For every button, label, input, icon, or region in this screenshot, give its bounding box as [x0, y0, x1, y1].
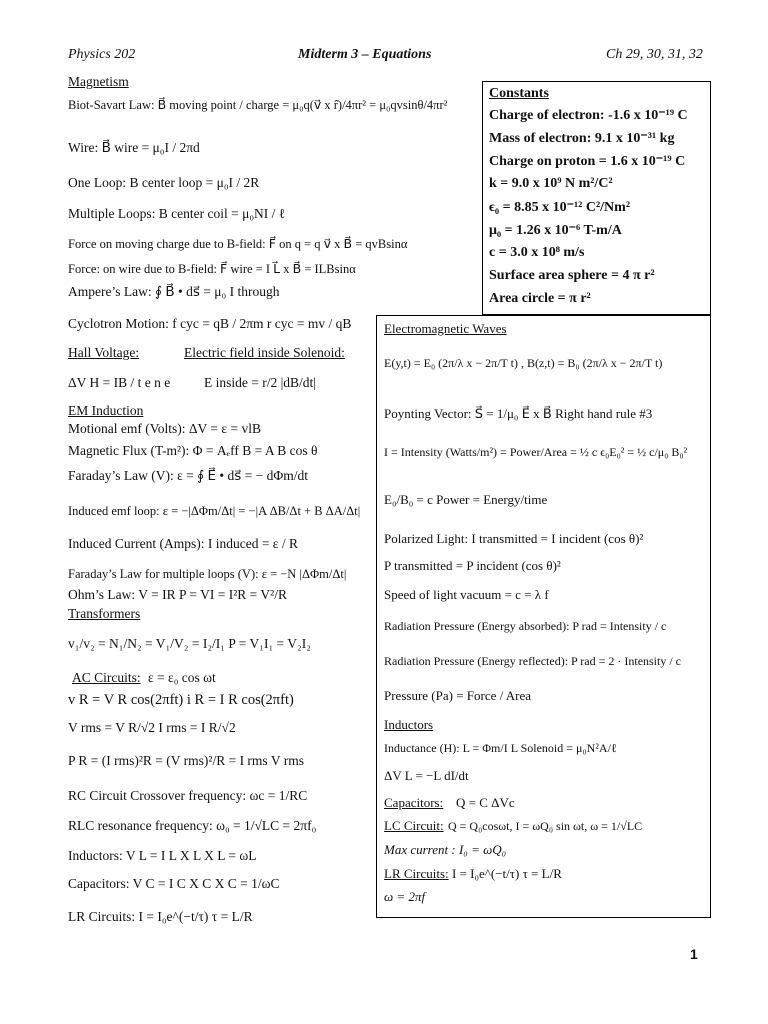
- constant-mu-zero: μ₀ = 1.26 x 10⁻⁶ T-m/A: [489, 223, 622, 238]
- motional-emf: Motional emf (Volts): ΔV = ε = vlB: [68, 421, 261, 436]
- poynting-vector: Poynting Vector: S⃗ = 1/μ₀ E⃗ x B⃗ Right hand rule #3: [384, 406, 653, 421]
- rms-values: V rms = V R/√2 I rms = I R/√2: [68, 720, 236, 735]
- solenoid-field-heading: Electric field inside Solenoid:: [184, 345, 345, 360]
- ac-circuits-heading: AC Circuits:: [72, 670, 141, 685]
- max-current: Max current : I₀ = ωQ₀: [384, 842, 507, 857]
- amperes-law: Ampere’s Law: ∮ B⃗ • ds⃗ = μ₀ I through: [68, 284, 280, 299]
- page-number: 1: [690, 946, 698, 962]
- capacitors-reactance: Capacitors: V C = I C X C X C = 1/ωC: [68, 876, 280, 891]
- pressure-equation: Pressure (Pa) = Force / Area: [384, 688, 532, 703]
- lr-circuits-heading: LR Circuits:: [384, 866, 449, 881]
- faradays-law: Faraday’s Law (V): ε = ∮ E⃗ • ds⃗ = − dΦm/dt: [68, 468, 309, 483]
- capacitors-heading: Capacitors:: [384, 795, 444, 810]
- hall-voltage-equation: ΔV H = IB / t e n e: [68, 375, 171, 390]
- induced-current: Induced Current (Amps): I induced = ε / R: [68, 536, 298, 551]
- resistor-power: P R = (I rms)²R = (V rms)²/R = I rms V rms: [68, 753, 304, 768]
- cyclotron-motion: Cyclotron Motion: f cyc = qB / 2πm r cyc = mv / qB: [68, 316, 352, 331]
- inductance-equation: Inductance (H): L = Φm/I L Solenoid = μ₀N²A/ℓ: [384, 741, 617, 755]
- transformer-equation: v₁/v₂ = N₁/N₂ = V₁/V₂ = I₂/I₁ P = V₁I₁ = V₂I₂: [68, 636, 311, 651]
- omega-frequency: ω = 2πf: [384, 889, 426, 904]
- field-ratio-power: E₀/B₀ = c Power = Energy/time: [384, 492, 548, 507]
- radiation-pressure-reflected: Radiation Pressure (Energy reflected): P rad = 2 · Intensity / c: [384, 654, 682, 668]
- force-on-charge: Force on moving charge due to B-field: F⃗ on q = q v⃗ x B⃗ = qvBsinα: [68, 237, 408, 251]
- induced-emf-loop: Induced emf loop: ε = −|ΔΦm/Δt| = −|A ΔB/Δt + B ΔA/Δt|: [68, 504, 361, 518]
- power-transmitted: P transmitted = P incident (cos θ)²: [384, 558, 561, 573]
- ohms-law: Ohm’s Law: V = IR P = VI = I²R = V²/R: [68, 587, 287, 602]
- hall-voltage-heading: Hall Voltage:: [68, 345, 140, 360]
- wire-field: Wire: B⃗ wire = μ₀I / 2πd: [68, 140, 200, 155]
- inductors-heading: Inductors: [384, 717, 434, 732]
- header-course: Physics 202: [68, 47, 136, 62]
- ac-resistor: v R = V R cos(2πft) i R = I R cos(2πft): [68, 692, 294, 708]
- polarized-light: Polarized Light: I transmitted = I incident (cos θ)²: [384, 531, 644, 546]
- force-on-wire: Force: on wire due to B-field: F⃗ wire = I L⃗ x B⃗ = ILBsinα: [68, 262, 356, 276]
- rc-crossover: RC Circuit Crossover frequency: ωc = 1/RC: [68, 788, 308, 803]
- speed-of-light: Speed of light vacuum = c = λ f: [384, 587, 549, 602]
- transformers-heading: Transformers: [68, 606, 141, 621]
- constant-epsilon-zero: ϵ₀ = 8.85 x 10⁻¹² C²/Nm²: [489, 200, 631, 215]
- solenoid-field-equation: E inside = r/2 |dB/dt|: [204, 375, 317, 390]
- rlc-resonance: RLC resonance frequency: ω₀ = 1/√LC = 2πf₀: [68, 818, 317, 833]
- one-loop-field: One Loop: B center loop = μ₀I / 2R: [68, 175, 260, 190]
- em-waves-heading: Electromagnetic Waves: [384, 321, 507, 336]
- capacitors-equation: Q = C ΔVc: [456, 795, 515, 810]
- faradays-law-multiple-loops: Faraday’s Law for multiple loops (V): ε = −N |ΔΦm/Δt|: [68, 567, 347, 581]
- constant-circle-area: Area circle = π r²: [489, 291, 591, 306]
- lr-circuits: LR Circuits: I = I₀e^(−t/τ) τ = L/R: [68, 909, 253, 924]
- constant-speed-of-light: c = 3.0 x 10⁸ m/s: [489, 245, 585, 260]
- lc-circuit-equation: Q = Q₀cosωt, I = ωQ₀ sin ωt, ω = 1/√LC: [448, 819, 643, 833]
- lr-circuits-equation: I = I₀e^(−t/τ) τ = L/R: [452, 866, 562, 881]
- constant-proton-charge: Charge on proton = 1.6 x 10⁻¹⁹ C: [489, 154, 686, 169]
- magnetic-flux: Magnetic Flux (T-m²): Φ = Aₑff B = A B cos θ: [68, 443, 318, 458]
- constant-coulomb-k: k = 9.0 x 10⁹ N m²/C²: [489, 176, 613, 191]
- multiple-loops-field: Multiple Loops: B center coil = μ₀NI / ℓ: [68, 206, 286, 221]
- em-wave-equation: E(y,t) = E₀ (2π/λ x − 2π/T t) , B(z,t) = B₀ (2π/λ x − 2π/T t): [384, 356, 663, 370]
- radiation-pressure-absorbed: Radiation Pressure (Energy absorbed): P rad = Intensity / c: [384, 619, 667, 633]
- constant-sphere-area: Surface area sphere = 4 π r²: [489, 268, 655, 283]
- inductors-reactance: Inductors: V L = I L X L X L = ωL: [68, 848, 257, 863]
- biot-savart-law: Biot-Savart Law: B⃗ moving point / charge = μ₀q(v⃗ x r̂)/4πr² = μ₀qvsinθ/4πr²: [68, 98, 448, 112]
- constants-heading: Constants: [489, 86, 549, 101]
- ac-emf-equation: ε = ε₀ cos ωt: [148, 670, 216, 685]
- lc-circuit-heading: LC Circuit:: [384, 818, 444, 833]
- constant-electron-mass: Mass of electron: 9.1 x 10⁻³¹ kg: [489, 131, 675, 146]
- magnetism-heading: Magnetism: [68, 74, 129, 89]
- intensity-equation: I = Intensity (Watts/m²) = Power/Area = ½ c ϵ₀E₀² = ½ c/μ₀ B₀²: [384, 445, 688, 459]
- header-chapters: Ch 29, 30, 31, 32: [606, 47, 703, 62]
- header-title: Midterm 3 – Equations: [298, 47, 432, 62]
- inductor-voltage: ΔV L = −L dI/dt: [384, 768, 469, 783]
- em-induction-heading: EM Induction: [68, 403, 144, 418]
- constants-box: [482, 81, 711, 315]
- constant-electron-charge: Charge of electron: -1.6 x 10⁻¹⁹ C: [489, 108, 688, 123]
